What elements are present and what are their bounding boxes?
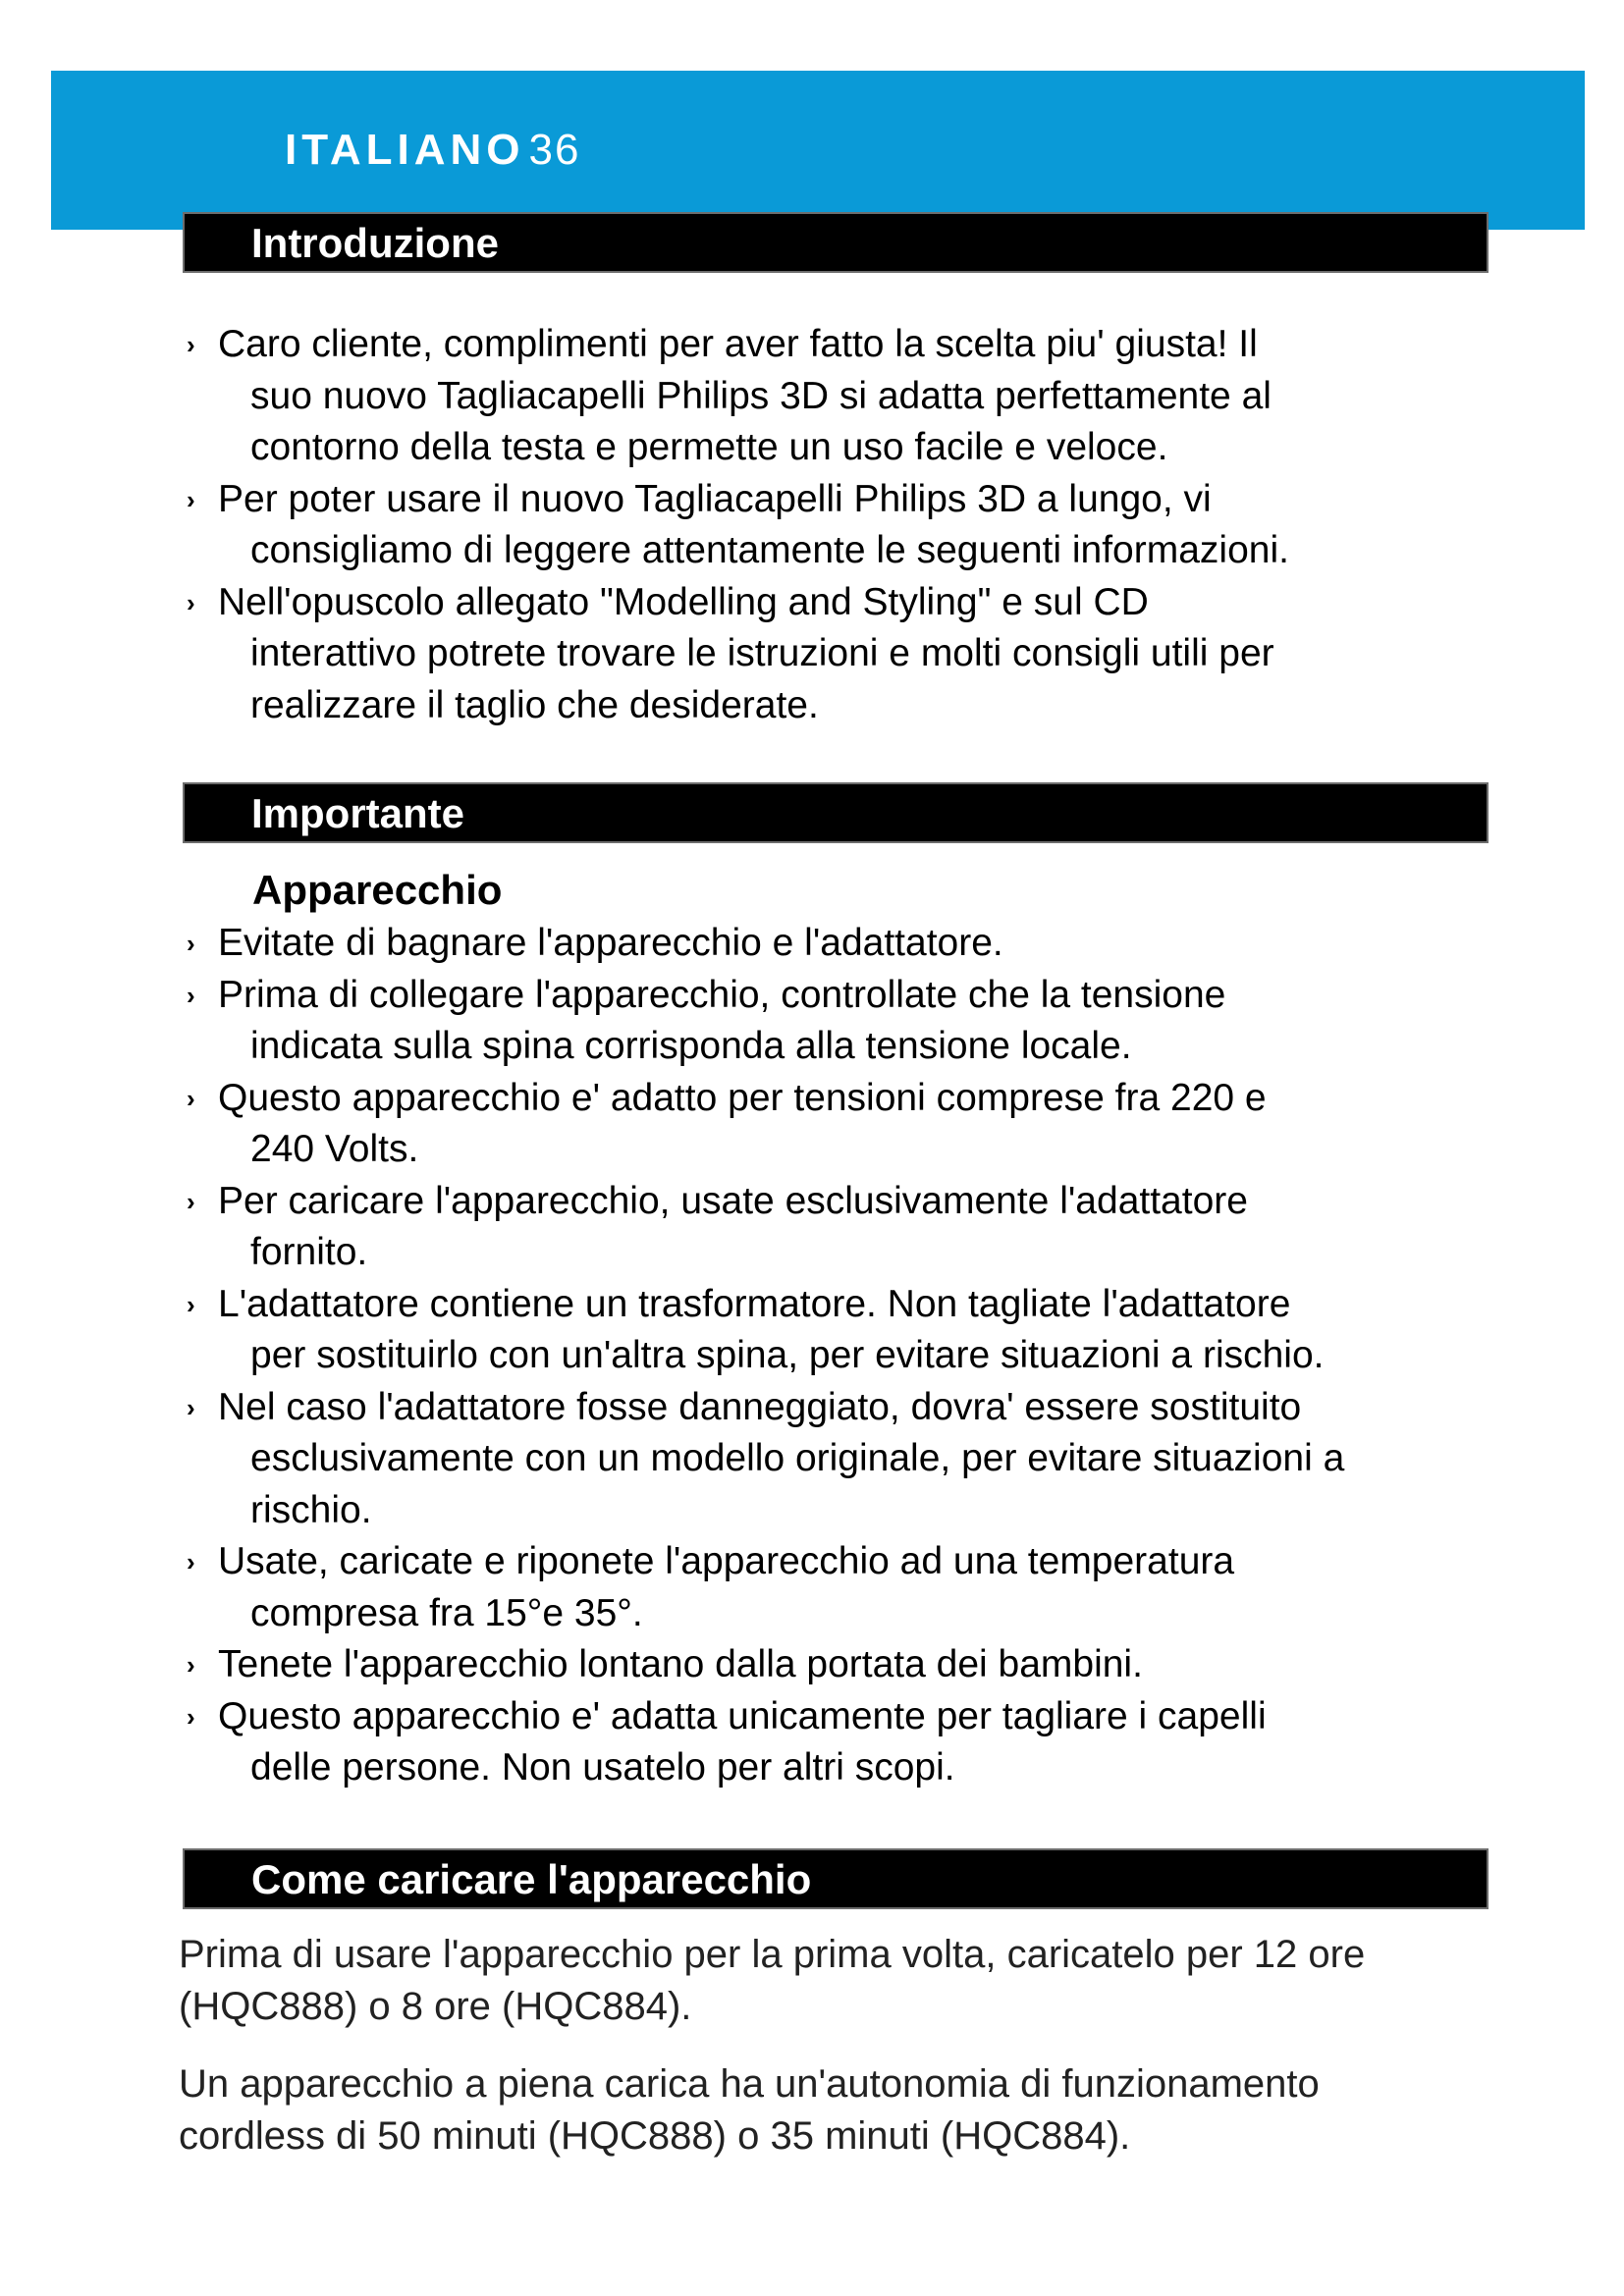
section-title: Importante [251, 790, 465, 836]
subheading-apparecchio: Apparecchio [252, 867, 503, 913]
list-item-text [218, 970, 1489, 1073]
paragraph-line: (HQC888) o 8 ore (HQC884). [179, 1984, 692, 2028]
list-item-line: delle persone. Non usatelo per altri scopi. [250, 1746, 955, 1789]
bullet-icon: › [187, 1547, 195, 1576]
importante-list [183, 918, 1489, 1794]
list-item-text [218, 474, 1489, 577]
list-item-line: esclusivamente con un modello originale, per evitare situazioni a [250, 1437, 1345, 1479]
list-item [183, 1382, 1489, 1537]
bullet-icon: › [187, 330, 195, 359]
paragraph-line: Un apparecchio a piena carica ha un'autonomia di funzionamento [179, 2062, 1320, 2106]
list-item-line: Questo apparecchio e' adatta unicamente per tagliare i capelli [218, 1694, 1267, 1737]
page-header [285, 126, 580, 175]
list-item-text [218, 1073, 1489, 1176]
header-band [51, 71, 1585, 230]
list-item-text [218, 1279, 1489, 1382]
list-item [183, 577, 1489, 732]
list-item-text [218, 319, 1489, 474]
bullet-icon: › [187, 929, 195, 958]
intro-list [183, 319, 1489, 731]
bullet-icon: › [187, 484, 195, 514]
list-item-line: Per poter usare il nuovo Tagliacapelli Philips 3D a lungo, vi [218, 477, 1212, 520]
bullet-icon: › [187, 1392, 195, 1422]
list-item [183, 1176, 1489, 1279]
list-item-line: Usate, caricate e riponete l'apparecchio ad una temperatura [218, 1540, 1235, 1582]
list-item-text [218, 1639, 1489, 1691]
paragraph [179, 1929, 1494, 2032]
page-number: 36 [528, 126, 581, 174]
list-item-text [218, 1382, 1489, 1537]
list-item-line: Prima di collegare l'apparecchio, controllate che la tensione [218, 973, 1226, 1016]
list-item-line: consigliamo di leggere attentamente le seguenti informazioni. [250, 529, 1289, 571]
list-item [183, 319, 1489, 474]
paragraph [179, 2058, 1494, 2162]
list-item-text [218, 1536, 1489, 1639]
list-item-line: interattivo potrete trovare le istruzioni e molti consigli utili per [250, 632, 1274, 674]
list-item-line: suo nuovo Tagliacapelli Philips 3D si adatta perfettamente al [250, 374, 1272, 417]
section-bar-introduzione [183, 212, 1489, 273]
list-item-line: Per caricare l'apparecchio, usate esclusivamente l'adattatore [218, 1179, 1248, 1222]
list-item-line: Nel caso l'adattatore fosse danneggiato, dovra' essere sostituito [218, 1385, 1302, 1428]
list-item [183, 970, 1489, 1073]
list-item [183, 1536, 1489, 1639]
list-item [183, 1639, 1489, 1691]
language-label: ITALIANO [285, 126, 525, 174]
list-item [183, 474, 1489, 577]
list-item-line: Questo apparecchio e' adatto per tensioni comprese fra 220 e [218, 1076, 1267, 1119]
section-title: Come caricare l'apparecchio [251, 1856, 812, 1902]
list-item-line: Nell'opuscolo allegato "Modelling and Styling" e sul CD [218, 580, 1149, 623]
bullet-icon: › [187, 1083, 195, 1113]
section-bar-importante [183, 782, 1489, 843]
list-item-line: Caro cliente, complimenti per aver fatto la scelta piu' giusta! Il [218, 323, 1258, 365]
bullet-icon: › [187, 1186, 195, 1216]
bullet-icon: › [187, 980, 195, 1010]
paragraph-line: cordless di 50 minuti (HQC888) o 35 minuti (HQC884). [179, 2113, 1131, 2158]
list-item [183, 1279, 1489, 1382]
list-item-line: contorno della testa e permette un uso facile e veloce. [250, 426, 1168, 468]
list-item-line: indicata sulla spina corrisponda alla tensione locale. [250, 1025, 1132, 1067]
list-item [183, 1691, 1489, 1794]
bullet-icon: › [187, 1289, 195, 1319]
paragraph-line: Prima di usare l'apparecchio per la prima volta, caricatelo per 12 ore [179, 1933, 1366, 1976]
list-item-line: compresa fra 15°e 35°. [250, 1591, 643, 1634]
list-item [183, 1073, 1489, 1176]
list-item [183, 918, 1489, 970]
bullet-icon: › [187, 587, 195, 617]
list-item-text [218, 1176, 1489, 1279]
list-item-text [218, 918, 1489, 970]
list-item-line: Tenete l'apparecchio lontano dalla portata dei bambini. [218, 1643, 1143, 1685]
section-title: Introduzione [251, 220, 499, 266]
bullet-icon: › [187, 1650, 195, 1680]
list-item-text [218, 1691, 1489, 1794]
list-item-line: realizzare il taglio che desiderate. [250, 683, 819, 726]
section-bar-caricare [183, 1848, 1489, 1909]
list-item-line: fornito. [250, 1231, 368, 1273]
list-item-line: rischio. [250, 1488, 372, 1531]
list-item-line: Evitate di bagnare l'apparecchio e l'adattatore. [218, 922, 1003, 964]
list-item-line: 240 Volts. [250, 1128, 419, 1170]
list-item-line: per sostituirlo con un'altra spina, per evitare situazioni a rischio. [250, 1334, 1325, 1376]
bullet-icon: › [187, 1701, 195, 1732]
list-item-line: L'adattatore contiene un trasformatore. Non tagliate l'adattatore [218, 1282, 1291, 1325]
list-item-text [218, 577, 1489, 732]
